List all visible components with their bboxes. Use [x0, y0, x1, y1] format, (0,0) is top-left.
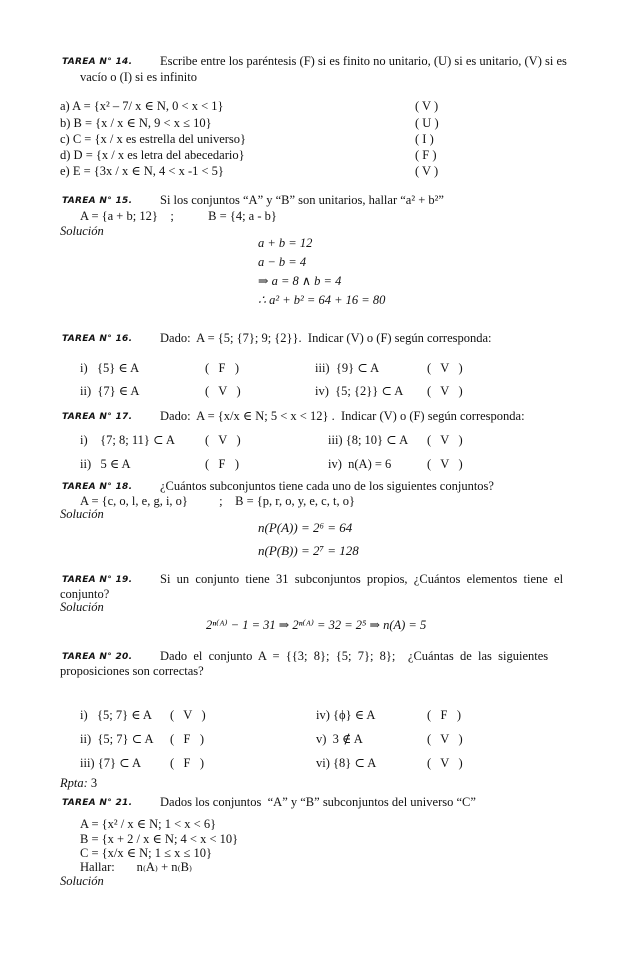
task-18-math-line-1: n(P(A)) = 2⁶ = 64: [258, 520, 353, 535]
task-20-row-2-right: v) 3 ∉ A: [316, 732, 363, 746]
task-14-label: TAREA N° 14.: [62, 57, 133, 67]
task-16-row-2-right-answer: ( V ): [427, 384, 463, 398]
task-16-row-1-left: i) {5} ∈ A: [80, 361, 140, 375]
task-19-math: 2ⁿ⁽ᴬ⁾ − 1 = 31 ⇒ 2ⁿ⁽ᴬ⁾ = 32 = 2⁵ ⇒ n(A) = 5: [206, 618, 427, 632]
task-20-row-1-left: i) {5; 7} ∈ A: [80, 708, 152, 722]
task-15-math-line-1: a + b = 12: [258, 236, 313, 250]
task-17-row-1-right: iii) {8; 10} ⊂ A: [328, 433, 409, 447]
task-18-given: A = {c, o, l, e, g, i, o} ; B = {p, r, o, y, e, c, t, o}: [80, 494, 355, 508]
task-14-item-d: d) D = {x / x es letra del abecedario}: [60, 148, 245, 162]
task-17-row-2-left-answer: ( F ): [205, 457, 240, 471]
task-21-set-a: A = {x² / x ∈ N; 1 < x < 6}: [80, 817, 217, 831]
task-18-solution-label: Solución: [60, 507, 104, 521]
task-20-row-2-left: ii) {5; 7} ⊂ A: [80, 732, 154, 746]
task-14-answer-c: ( I ): [415, 132, 434, 146]
task-14-instruction: Escribe entre los paréntesis (F) si es finito no unitario, (U) si es unitario, (V) si es: [160, 54, 567, 68]
task-15-math-line-3: ⇒ a = 8 ∧ b = 4: [258, 274, 342, 288]
task-21-find: Hallar: n₍A₎ + n₍B₎: [80, 860, 193, 874]
task-20-answer-label: Rpta:: [60, 776, 88, 790]
task-14-item-a: a) A = {x² – 7/ x ∈ N, 0 < x < 1}: [60, 99, 224, 113]
task-14-instruction-cont: vacío o (I) si es infinito: [80, 70, 197, 84]
task-20-row-3-left: iii) {7} ⊂ A: [80, 756, 142, 770]
task-15-label: TAREA N° 15.: [62, 196, 133, 206]
task-20-answer-value: 3: [87, 776, 98, 790]
task-21-solution-label: Solución: [60, 874, 104, 888]
task-17-row-1-left-answer: ( V ): [205, 433, 241, 447]
task-18-label: TAREA N° 18.: [62, 482, 133, 492]
task-15-given: A = {a + b; 12} ; B = {4; a - b}: [80, 209, 277, 223]
task-14-answer-e: ( V ): [415, 164, 439, 178]
task-20-row-1-left-answer: ( V ): [170, 708, 206, 722]
task-20-row-3-right: vi) {8} ⊂ A: [316, 756, 377, 770]
task-14-item-e: e) E = {3x / x ∈ N, 4 < x -1 < 5}: [60, 164, 224, 178]
task-20-row-1-right: iv) {ϕ} ∈ A: [316, 708, 376, 722]
task-19-label: TAREA N° 19.: [62, 575, 133, 585]
task-20-row-2-right-answer: ( V ): [427, 732, 463, 746]
task-21-set-b: B = {x + 2 / x ∈ N; 4 < x < 10}: [80, 832, 239, 846]
task-14-item-b: b) B = {x / x ∈ N, 9 < x ≤ 10}: [60, 116, 212, 130]
task-15-math-line-2: a − b = 4: [258, 255, 307, 269]
task-16-row-1-right: iii) {9} ⊂ A: [315, 361, 380, 375]
task-17-row-2-right: iv) n(A) = 6: [328, 457, 392, 471]
task-20-instruction-cont: proposiciones son correctas?: [60, 664, 204, 678]
task-21-instruction: Dados los conjuntos “A” y “B” subconjuntos del universo “C”: [160, 795, 476, 809]
task-20-instruction: Dado el conjunto A = {{3; 8}; {5; 7}; 8}; ¿Cuántas de las siguientes: [160, 649, 549, 663]
task-19-instruction: Si un conjunto tiene 31 subconjuntos propios, ¿Cuántos elementos tiene el: [160, 572, 564, 586]
task-21-label: TAREA N° 21.: [62, 798, 133, 808]
task-17-row-1-right-answer: ( V ): [427, 433, 463, 447]
task-17-instruction: Dado: A = {x/x ∈ N; 5 < x < 12} . Indicar (V) o (F) según corresponda:: [160, 409, 525, 423]
task-20-row-3-left-answer: ( F ): [170, 756, 205, 770]
task-16-row-2-left-answer: ( V ): [205, 384, 241, 398]
task-14-answer-a: ( V ): [415, 99, 439, 113]
task-19-solution-label: Solución: [60, 600, 104, 614]
task-16-row-1-right-answer: ( V ): [427, 361, 463, 375]
task-15-math-line-4: ∴ a² + b² = 64 + 16 = 80: [258, 293, 386, 307]
task-15-instruction: Si los conjuntos “A” y “B” son unitarios, hallar “a² + b²”: [160, 193, 444, 207]
task-17-label: TAREA N° 17.: [62, 412, 133, 422]
task-17-row-2-right-answer: ( V ): [427, 457, 463, 471]
task-17-row-2-left: ii) 5 ∈ A: [80, 457, 131, 471]
task-16-row-1-left-answer: ( F ): [205, 361, 240, 375]
task-20-label: TAREA N° 20.: [62, 652, 133, 662]
task-16-row-2-right: iv) {5; {2}} ⊂ A: [315, 384, 404, 398]
task-14-item-c: c) C = {x / x es estrella del universo}: [60, 132, 247, 146]
task-20-row-3-right-answer: ( V ): [427, 756, 463, 770]
task-20-answer: [60, 776, 97, 791]
task-17-row-1-left: i) {7; 8; 11} ⊂ A: [80, 433, 175, 447]
task-16-instruction: Dado: A = {5; {7}; 9; {2}}. Indicar (V) o (F) según corresponda:: [160, 331, 492, 345]
task-15-solution-label: Solución: [60, 224, 104, 238]
task-16-label: TAREA N° 16.: [62, 334, 133, 344]
task-21-set-c: C = {x/x ∈ N; 1 ≤ x ≤ 10}: [80, 846, 212, 860]
task-14-answer-b: ( U ): [415, 116, 439, 130]
task-14-answer-d: ( F ): [415, 148, 437, 162]
task-19-instruction-cont: conjunto?: [60, 587, 110, 601]
task-16-row-2-left: ii) {7} ∈ A: [80, 384, 140, 398]
task-20-row-1-right-answer: ( F ): [427, 708, 462, 722]
task-18-instruction: ¿Cuántos subconjuntos tiene cada uno de los siguientes conjuntos?: [160, 479, 494, 493]
task-18-math-line-2: n(P(B)) = 2⁷ = 128: [258, 543, 359, 558]
task-20-row-2-left-answer: ( F ): [170, 732, 205, 746]
